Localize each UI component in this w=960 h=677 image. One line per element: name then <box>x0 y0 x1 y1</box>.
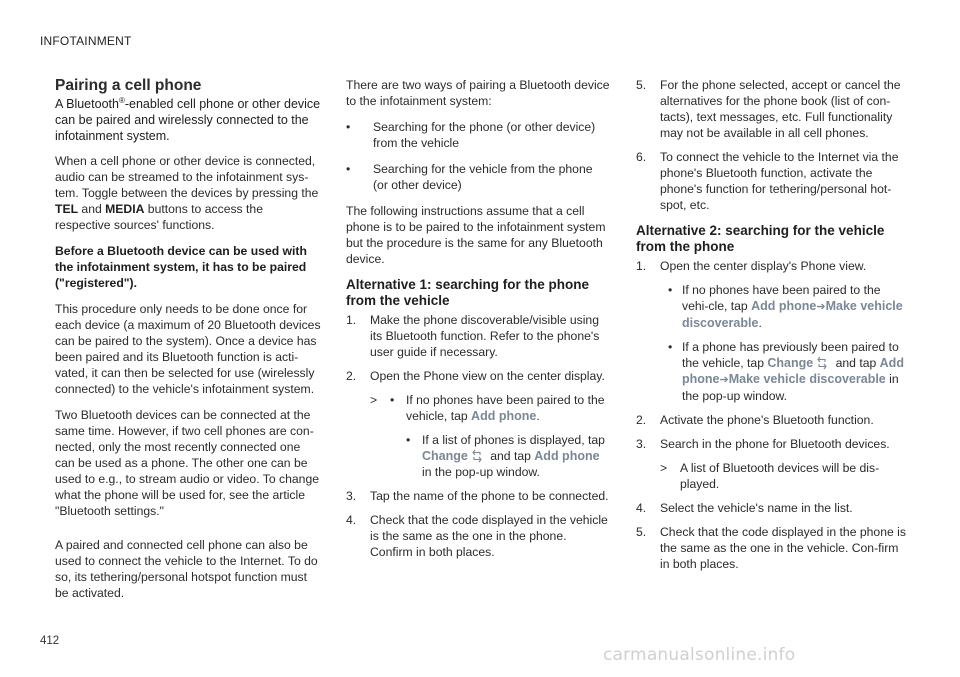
paragraph-two-ways: There are two ways of pairing a Bluetooth device to the infotainment system: <box>346 78 610 108</box>
paragraph-internet: A paired and connected cell phone can also be used to connect the vehicle to the Internet. To do so, its tethering/personal hotspot function must be activated. <box>55 538 318 600</box>
step-5: 5. For the phone selected, accept or cancel the alternatives for the phone book (list of con-tacts), text messages, etc. Full functionality may not be available in all cell phones. <box>636 78 901 140</box>
media-button-label: MEDIA <box>105 202 145 216</box>
page-number: 412 <box>40 635 60 647</box>
list-item: • Searching for the phone (or other device) from the vehicle <box>346 120 596 150</box>
change-label: Change <box>422 449 468 463</box>
paragraph-pair-once: This procedure only needs to be done once for each device (a maximum of 20 Bluetooth devices can be paired to the system). Once a device has been paired and its Bluetooth function is acti-vated, it can then be selected for use (wirelessly connected) to the vehicle's infotainment system. <box>55 302 321 396</box>
add-phone-label: Add phone <box>751 299 817 313</box>
step-1: 1. Make the phone discoverable/visible using its Bluetooth function. Refer to the phone's user guide if necessary. <box>346 313 600 359</box>
alt2-step-1: 1. Open the center display's Phone view. • If no phones have been paired to the vehi-cle, tap Add phone➔Make vehicle discoverable. • If a phone has previously been paired to the vehicle, tap Change and tap Add phone➔Make vehicle discoverable in the pop-up window. <box>636 259 904 403</box>
make-vehicle-discoverable-label: Make vehicle discoverable <box>682 299 903 330</box>
intro-text: A Bluetooth®-enabled cell phone or other device can be paired and wirelessly connected to the infotainment system. <box>55 95 321 143</box>
list-item: • Searching for the vehicle from the phone (or other device) <box>346 162 593 192</box>
paragraph-streaming: When a cell phone or other device is connected, audio can be streamed to the infotainment sys-tem. Toggle between the devices by pressing the TEL and MEDIA buttons to access the respective sources' functions. <box>55 154 319 232</box>
page-title: Pairing a cell phone <box>55 77 202 94</box>
step-4: 4. Check that the code displayed in the vehicle is the same as the one in the phone. Confirm in both places. <box>346 513 608 559</box>
paragraph-instructions-assume: The following instructions assume that a cell phone is to be paired to the infotainment system but the procedure is the same for any Bluetooth device. <box>346 204 606 266</box>
arrow-right-icon: ➔ <box>816 301 826 313</box>
step-3: 3. Tap the name of the phone to be connected. <box>346 489 609 503</box>
change-arrows-icon <box>471 449 483 463</box>
step-2: 2. Open the Phone view on the center display. > • If no phones have been paired to the vehicle, tap Add phone. • If a list of phones is displayed, tap Change and tap Add phone in the pop-up window. <box>346 368 610 480</box>
column-2 <box>346 77 610 568</box>
column-1 <box>55 77 321 611</box>
add-phone-label: Add phone <box>682 356 904 386</box>
paragraph-pairing-required: Before a Bluetooth device can be used with the infotainment system, it has to be paired ("registered"). <box>55 244 307 290</box>
add-phone-label: Add phone <box>471 409 537 423</box>
make-vehicle-discoverable-label: Make vehicle discoverable <box>728 372 886 386</box>
arrow-right-icon: ➔ <box>719 374 729 386</box>
alt2-step-4: 4. Select the vehicle's name in the list. <box>636 501 853 515</box>
alt2-step-3-result: > A list of Bluetooth devices will be dis-played. <box>660 461 880 491</box>
step-2-result: > • If no phones have been paired to the vehicle, tap Add phone. • If a list of phones is displayed, tap Change and tap Add phone in the pop-up window. <box>370 393 605 479</box>
alt2-step-2: 2. Activate the phone's Bluetooth function. <box>636 413 874 427</box>
section-header: INFOTAINMENT <box>40 34 132 48</box>
column-3 <box>636 77 906 580</box>
registered-mark: ® <box>118 95 125 105</box>
paragraph-two-devices: Two Bluetooth devices can be connected at the same time. However, if two cell phones are con-nected, only the most recently connected one can be used as a phone. The other one can be used to e.g., to stream audio or video. To change what the phone will be used for, see the article "Bluetooth settings." <box>55 408 320 518</box>
change-arrows-icon <box>816 356 828 370</box>
add-phone-label: Add phone <box>534 449 600 463</box>
tel-button-label: TEL <box>55 202 79 216</box>
heading-alternative-2: Alternative 2: searching for the vehicle from the phone <box>636 223 885 254</box>
heading-alternative-1: Alternative 1: searching for the phone from the vehicle <box>346 277 590 308</box>
watermark: carmanualsonline.info <box>603 645 796 665</box>
change-label: Change <box>767 356 814 370</box>
alt2-step-5: 5. Check that the code displayed in the phone is the same as the one in the vehicle. Con-firm in both places. <box>636 525 906 571</box>
step-6: 6. To connect the vehicle to the Internet via the phone's Bluetooth function, activate the phone's function for tethering/personal hot-spot, etc. <box>636 150 899 212</box>
alt2-step-3: 3. Search in the phone for Bluetooth devices. > A list of Bluetooth devices will be dis-played. <box>636 436 906 492</box>
